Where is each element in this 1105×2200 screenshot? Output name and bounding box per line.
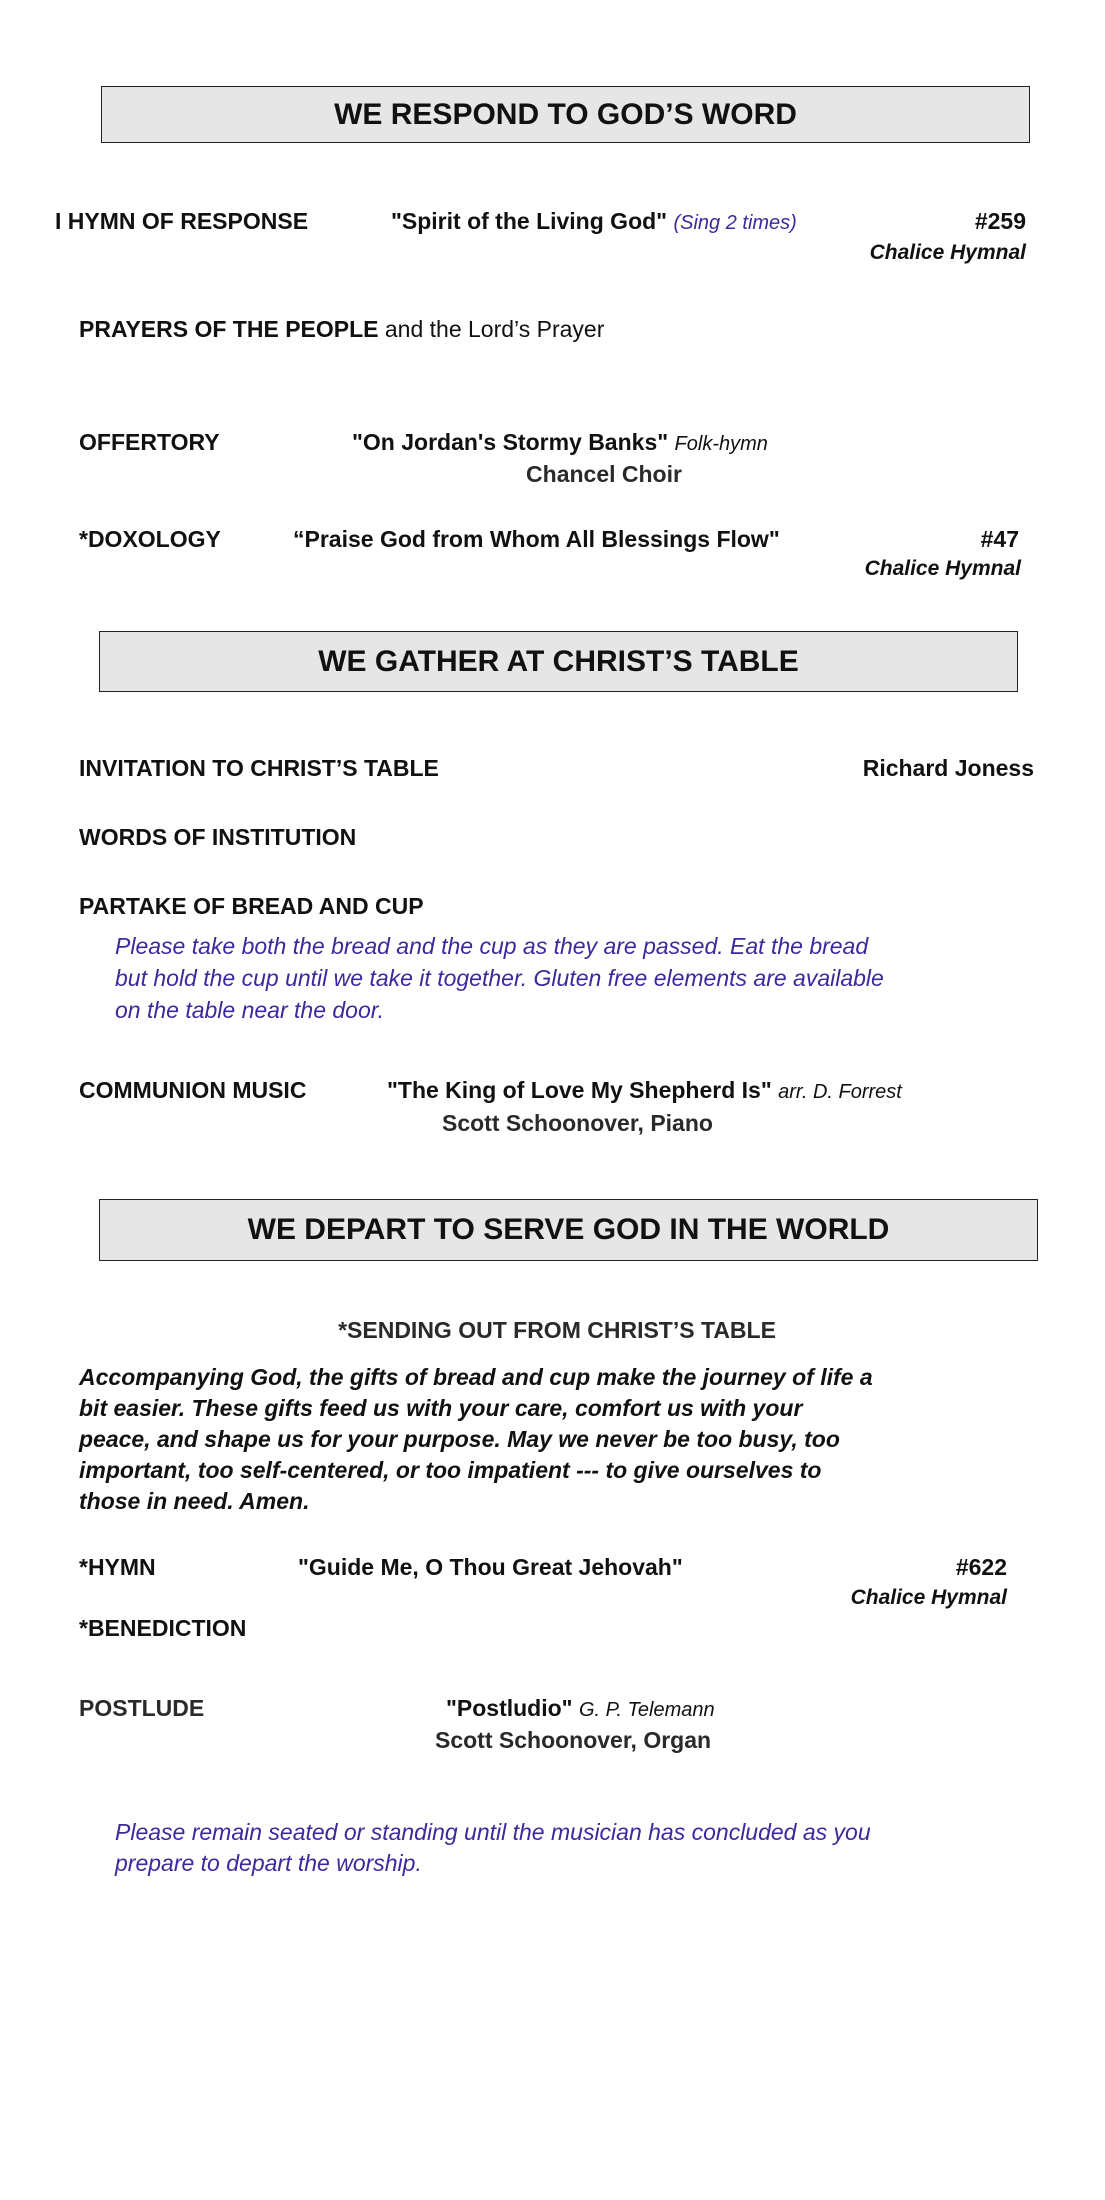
sending-label: *SENDING OUT FROM CHRIST’S TABLE bbox=[338, 1317, 776, 1343]
postlude-title: "Postludio" bbox=[446, 1695, 573, 1721]
prayer-line: Accompanying God, the gifts of bread and cup make the journey of life a bbox=[79, 1364, 873, 1390]
partake-label: PARTAKE OF BREAD AND CUP bbox=[79, 893, 424, 919]
invitation-leader: Richard Joness bbox=[862, 755, 1034, 781]
sending-prayer bbox=[79, 1362, 873, 1517]
hymn-response-label: I HYMN OF RESPONSE bbox=[55, 208, 309, 234]
doxology-number: #47 bbox=[980, 526, 1019, 552]
section-title: WE RESPOND TO GOD’S WORD bbox=[334, 97, 797, 131]
section-title: WE DEPART TO SERVE GOD IN THE WORLD bbox=[247, 1213, 890, 1246]
closing-note bbox=[115, 1817, 871, 1879]
prayers-label: PRAYERS OF THE PEOPLE bbox=[79, 316, 379, 342]
hymn-number: #622 bbox=[955, 1554, 1007, 1580]
postlude-title-line bbox=[446, 1694, 715, 1724]
prayers-line bbox=[79, 315, 604, 343]
communion-note: arr. D. Forrest bbox=[778, 1081, 902, 1103]
offertory-title: "On Jordan's Stormy Banks" bbox=[352, 429, 669, 455]
prayer-line: important, too self-centered, or too impatient --- to give ourselves to bbox=[79, 1457, 822, 1483]
offertory-label: OFFERTORY bbox=[79, 429, 220, 455]
doxology-title: “Praise God from Whom All Blessings Flow" bbox=[293, 526, 780, 552]
prayer-line: bit easier. These gifts feed us with your care, comfort us with your bbox=[79, 1395, 803, 1421]
closing-line: Please remain seated or standing until the musician has concluded as you bbox=[115, 1819, 871, 1845]
offertory-title-line bbox=[352, 428, 768, 458]
hymn-response-note: (Sing 2 times) bbox=[673, 212, 797, 234]
hymn-response-title-line bbox=[391, 207, 797, 237]
hymn-response-number: #259 bbox=[974, 208, 1026, 234]
hymn-response-title: "Spirit of the Living God" bbox=[391, 208, 668, 234]
section-header-depart bbox=[99, 1199, 1038, 1261]
hymn-label: *HYMN bbox=[79, 1554, 156, 1580]
hymn-title: "Guide Me, O Thou Great Jehovah" bbox=[298, 1554, 683, 1580]
benediction-label: *BENEDICTION bbox=[79, 1615, 247, 1641]
prayer-line: peace, and shape us for your purpose. May we never be too busy, too bbox=[79, 1426, 840, 1452]
instruction-line: but hold the cup until we take it together. Gluten free elements are available bbox=[115, 965, 884, 991]
partake-instructions bbox=[115, 930, 884, 1026]
communion-label: COMMUNION MUSIC bbox=[79, 1077, 307, 1103]
communion-performer: Scott Schoonover, Piano bbox=[442, 1110, 713, 1136]
hymn-response-hymnal: Chalice Hymnal bbox=[869, 241, 1026, 264]
offertory-note: Folk-hymn bbox=[674, 433, 768, 455]
section-header-respond bbox=[101, 86, 1030, 143]
institution-label: WORDS OF INSTITUTION bbox=[79, 824, 357, 850]
hymn-hymnal: Chalice Hymnal bbox=[850, 1586, 1007, 1609]
section-header-gather bbox=[99, 631, 1018, 692]
communion-title: "The King of Love My Shepherd Is" bbox=[387, 1077, 772, 1103]
section-title: WE GATHER AT CHRIST’S TABLE bbox=[318, 644, 799, 678]
invitation-label: INVITATION TO CHRIST’S TABLE bbox=[79, 755, 439, 781]
postlude-label: POSTLUDE bbox=[79, 1695, 205, 1721]
offertory-performer: Chancel Choir bbox=[526, 461, 682, 487]
prayer-line: those in need. Amen. bbox=[79, 1488, 310, 1514]
closing-line: prepare to depart the worship. bbox=[115, 1850, 422, 1876]
instruction-line: on the table near the door. bbox=[115, 997, 384, 1023]
doxology-label: *DOXOLOGY bbox=[79, 526, 221, 552]
postlude-performer: Scott Schoonover, Organ bbox=[435, 1727, 712, 1753]
doxology-hymnal: Chalice Hymnal bbox=[864, 557, 1021, 580]
communion-title-line bbox=[387, 1076, 902, 1106]
prayers-rest: and the Lord’s Prayer bbox=[384, 316, 605, 342]
instruction-line: Please take both the bread and the cup as they are passed. Eat the bread bbox=[115, 933, 869, 959]
postlude-note: G. P. Telemann bbox=[578, 1699, 715, 1721]
